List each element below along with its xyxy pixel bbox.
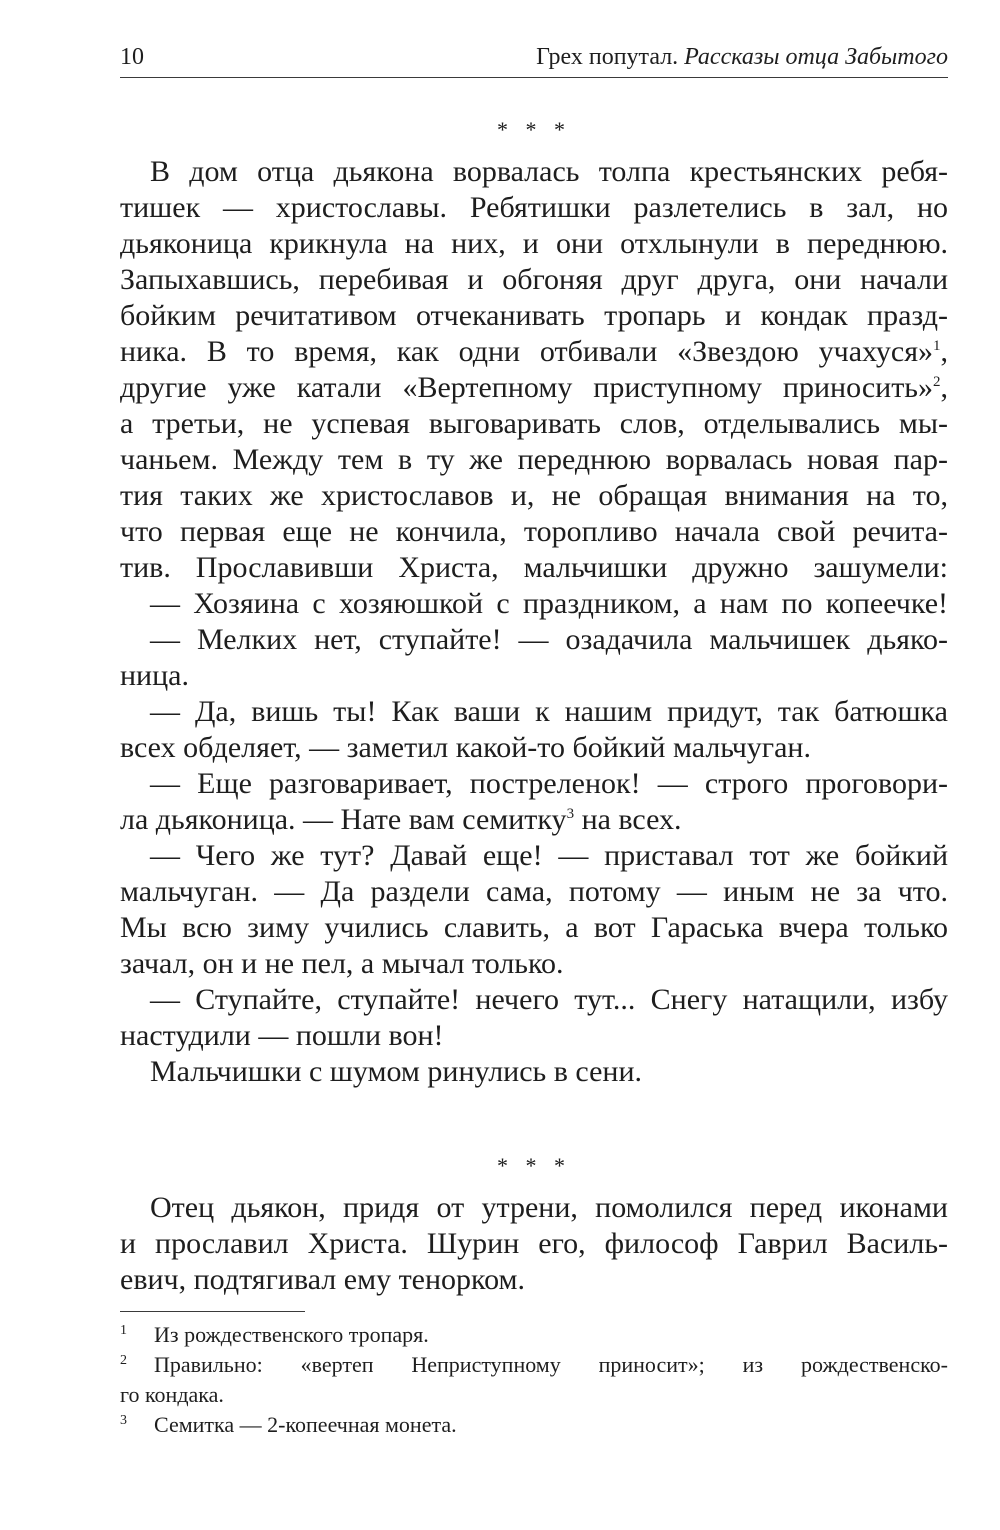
footnote-mark: 2 (120, 1353, 127, 1368)
text-line: что первая еще не кончила, торопливо начала свой речита- (120, 515, 948, 548)
text-line: Запыхавшись, перебивая и обгоняя друг друга, они начали (120, 263, 948, 296)
text-line: настудили — пошли вон! (120, 1019, 444, 1052)
section-1-body (120, 154, 948, 1090)
running-header (120, 42, 948, 82)
text-line: Мы всю зиму учились славить, а вот Гараська вчера только (120, 911, 948, 944)
header-rule (120, 77, 948, 78)
text-line: зачал, он и не пел, а мычал только. (120, 947, 564, 980)
section-divider: * * * (497, 117, 571, 142)
text-line-with-note: ла дьяконица. — Нате вам семитку$^3$ на всех. (120, 803, 682, 836)
section-2-body (120, 1190, 948, 1298)
text-line-with-note: другие уже катали «Вертепному приступному приносить»$^2$, (120, 371, 948, 404)
section-1 (120, 112, 948, 1090)
running-title (536, 42, 948, 72)
footnote-ref: 1 (933, 338, 941, 354)
dialogue-line: — Мелких нет, ступайте! — озадачила мальчишек дьяко- (150, 623, 948, 656)
text-line: В дом отца дьякона ворвалась толпа крестьянских ребя- (150, 155, 948, 188)
page-number: 10 (120, 44, 144, 70)
text-line: чаньем. Между тем в ту же переднюю ворвалась новая пар- (120, 443, 948, 476)
text-line: Отец дьякон, придя от утрени, помолился перед иконами (150, 1191, 948, 1224)
dialogue-line: — Да, вишь ты! Как ваши к нашим придут, так батюшка (150, 695, 948, 728)
footnote (120, 1350, 948, 1410)
footnote-ref: 2 (933, 374, 941, 390)
dialogue-line: — Еще разговаривает, постреленок! — строго проговори- (150, 767, 948, 800)
dialogue-line: — Хозяина с хозяюшкой с праздником, а нам по копеечке! (150, 587, 948, 620)
text-line: всех обделяет, — заметил какой-то бойкий мальчуган. (120, 731, 811, 764)
footnote-mark: 1 (120, 1323, 127, 1338)
footnote-text: Из рождественского тропаря. (154, 1322, 429, 1347)
text-line: ница. (120, 659, 189, 692)
text-line: дьяконица крикнула на них, и они отхлынули в переднюю. (120, 227, 948, 260)
text-line: тия таких же христославов и, не обращая внимания на то, (120, 479, 948, 512)
text-line: тишек — христославы. Ребятишки разлетелись в зал, но (120, 191, 948, 224)
text-line: а третьи, не успевая выговаривать слов, отделывались мы- (120, 407, 948, 440)
text-line-with-note: ника. В то время, как одни отбивали «Звездою учахуся»$^1$, (120, 335, 948, 368)
text-line: тив. Прославивши Христа, мальчишки дружно зашумели: (120, 551, 948, 584)
dialogue-line: — Ступайте, ступайте! нечего тут... Снегу натащили, избу (150, 983, 948, 1016)
section-divider: * * * (497, 1153, 571, 1178)
footnote (120, 1410, 948, 1440)
footnote (120, 1320, 948, 1350)
text-line: евич, подтягивал ему тенорком. (120, 1263, 526, 1296)
text-line: мальчуган. — Да раздели сама, потому — иным не за что. (120, 875, 948, 908)
book-title: Грех попутал. (536, 44, 679, 70)
dialogue-line: — Чего же тут? Давай еще! — приставал тот же бойкий (150, 839, 948, 872)
footnote-mark: 3 (120, 1413, 127, 1428)
text-line: бойким речитативом отчеканивать тропарь и кондак празд- (120, 299, 948, 332)
text-line: и прославил Христа. Шурин его, философ Гаврил Василь- (120, 1227, 948, 1260)
footnote-text: го кондака. (120, 1382, 224, 1407)
text-line: Мальчишки с шумом ринулись в сени. (150, 1055, 642, 1088)
book-subtitle: Рассказы отца Забытого (684, 44, 948, 70)
section-2 (120, 1148, 948, 1298)
footnote-text: Правильно: «вертеп Неприступному приносит»; из рождественско- (154, 1352, 948, 1377)
footnotes (120, 1320, 948, 1440)
footnote-text: Семитка — 2-копеечная монета. (154, 1412, 457, 1437)
footnote-rule (120, 1311, 305, 1312)
footnote-ref: 3 (566, 806, 575, 822)
